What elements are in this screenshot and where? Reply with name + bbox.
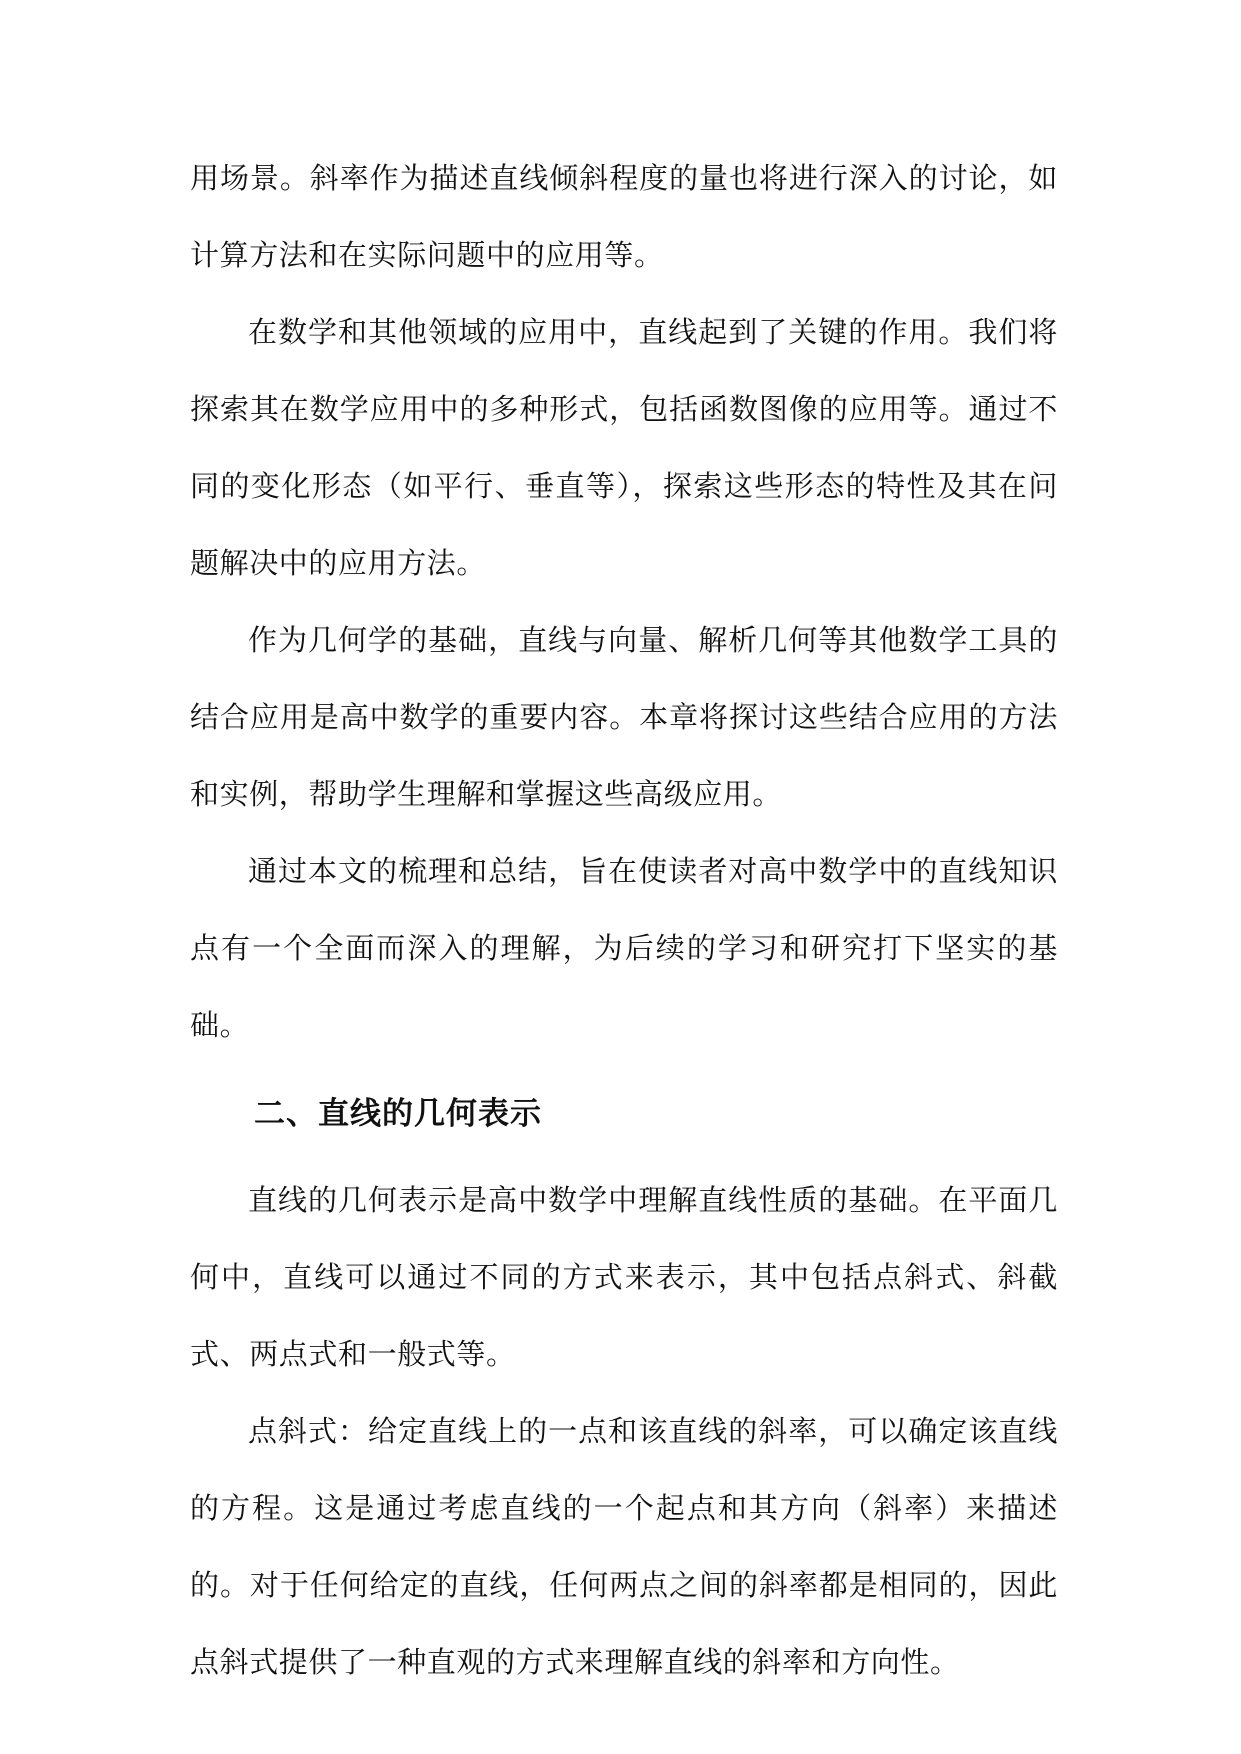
paragraph-geometric-representation: 直线的几何表示是高中数学中理解直线性质的基础。在平面几何中，直线可以通过不同的方式来表示，其中包括点斜式、斜截式、两点式和一般式等。 [190, 1183, 1058, 1371]
section-heading: 二、直线的几何表示 [254, 1096, 542, 1132]
paragraph-line-applications: 在数学和其他领域的应用中，直线起到了关键的作用。我们将探索其在数学应用中的多种形式，包括函数图像的应用等。通过不同的变化形态（如平行、垂直等），探索这些形态的特性及其在问题解决中的应用方法。 [190, 315, 1058, 580]
paragraph-slope-intro: 用场景。斜率作为描述直线倾斜程度的量也将进行深入的讨论，如计算方法和在实际问题中的应用等。 [190, 161, 1058, 272]
paragraph-vector-analytic: 作为几何学的基础，直线与向量、解析几何等其他数学工具的结合应用是高中数学的重要内容。本章将探讨这些结合应用的方法和实例，帮助学生理解和掌握这些高级应用。 [190, 623, 1058, 811]
paragraph-point-slope-form: 点斜式：给定直线上的一点和该直线的斜率，可以确定该直线的方程。这是通过考虑直线的一个起点和其方向（斜率）来描述的。对于任何给定的直线，任何两点之间的斜率都是相同的，因此点斜式提供了一种直观的方式来理解直线的斜率和方向性。 [190, 1414, 1058, 1679]
page-content [190, 140, 1058, 1701]
paragraph-summary: 通过本文的梳理和总结，旨在使读者对高中数学中的直线知识点有一个全面而深入的理解，为后续的学习和研究打下坚实的基础。 [190, 854, 1058, 1042]
